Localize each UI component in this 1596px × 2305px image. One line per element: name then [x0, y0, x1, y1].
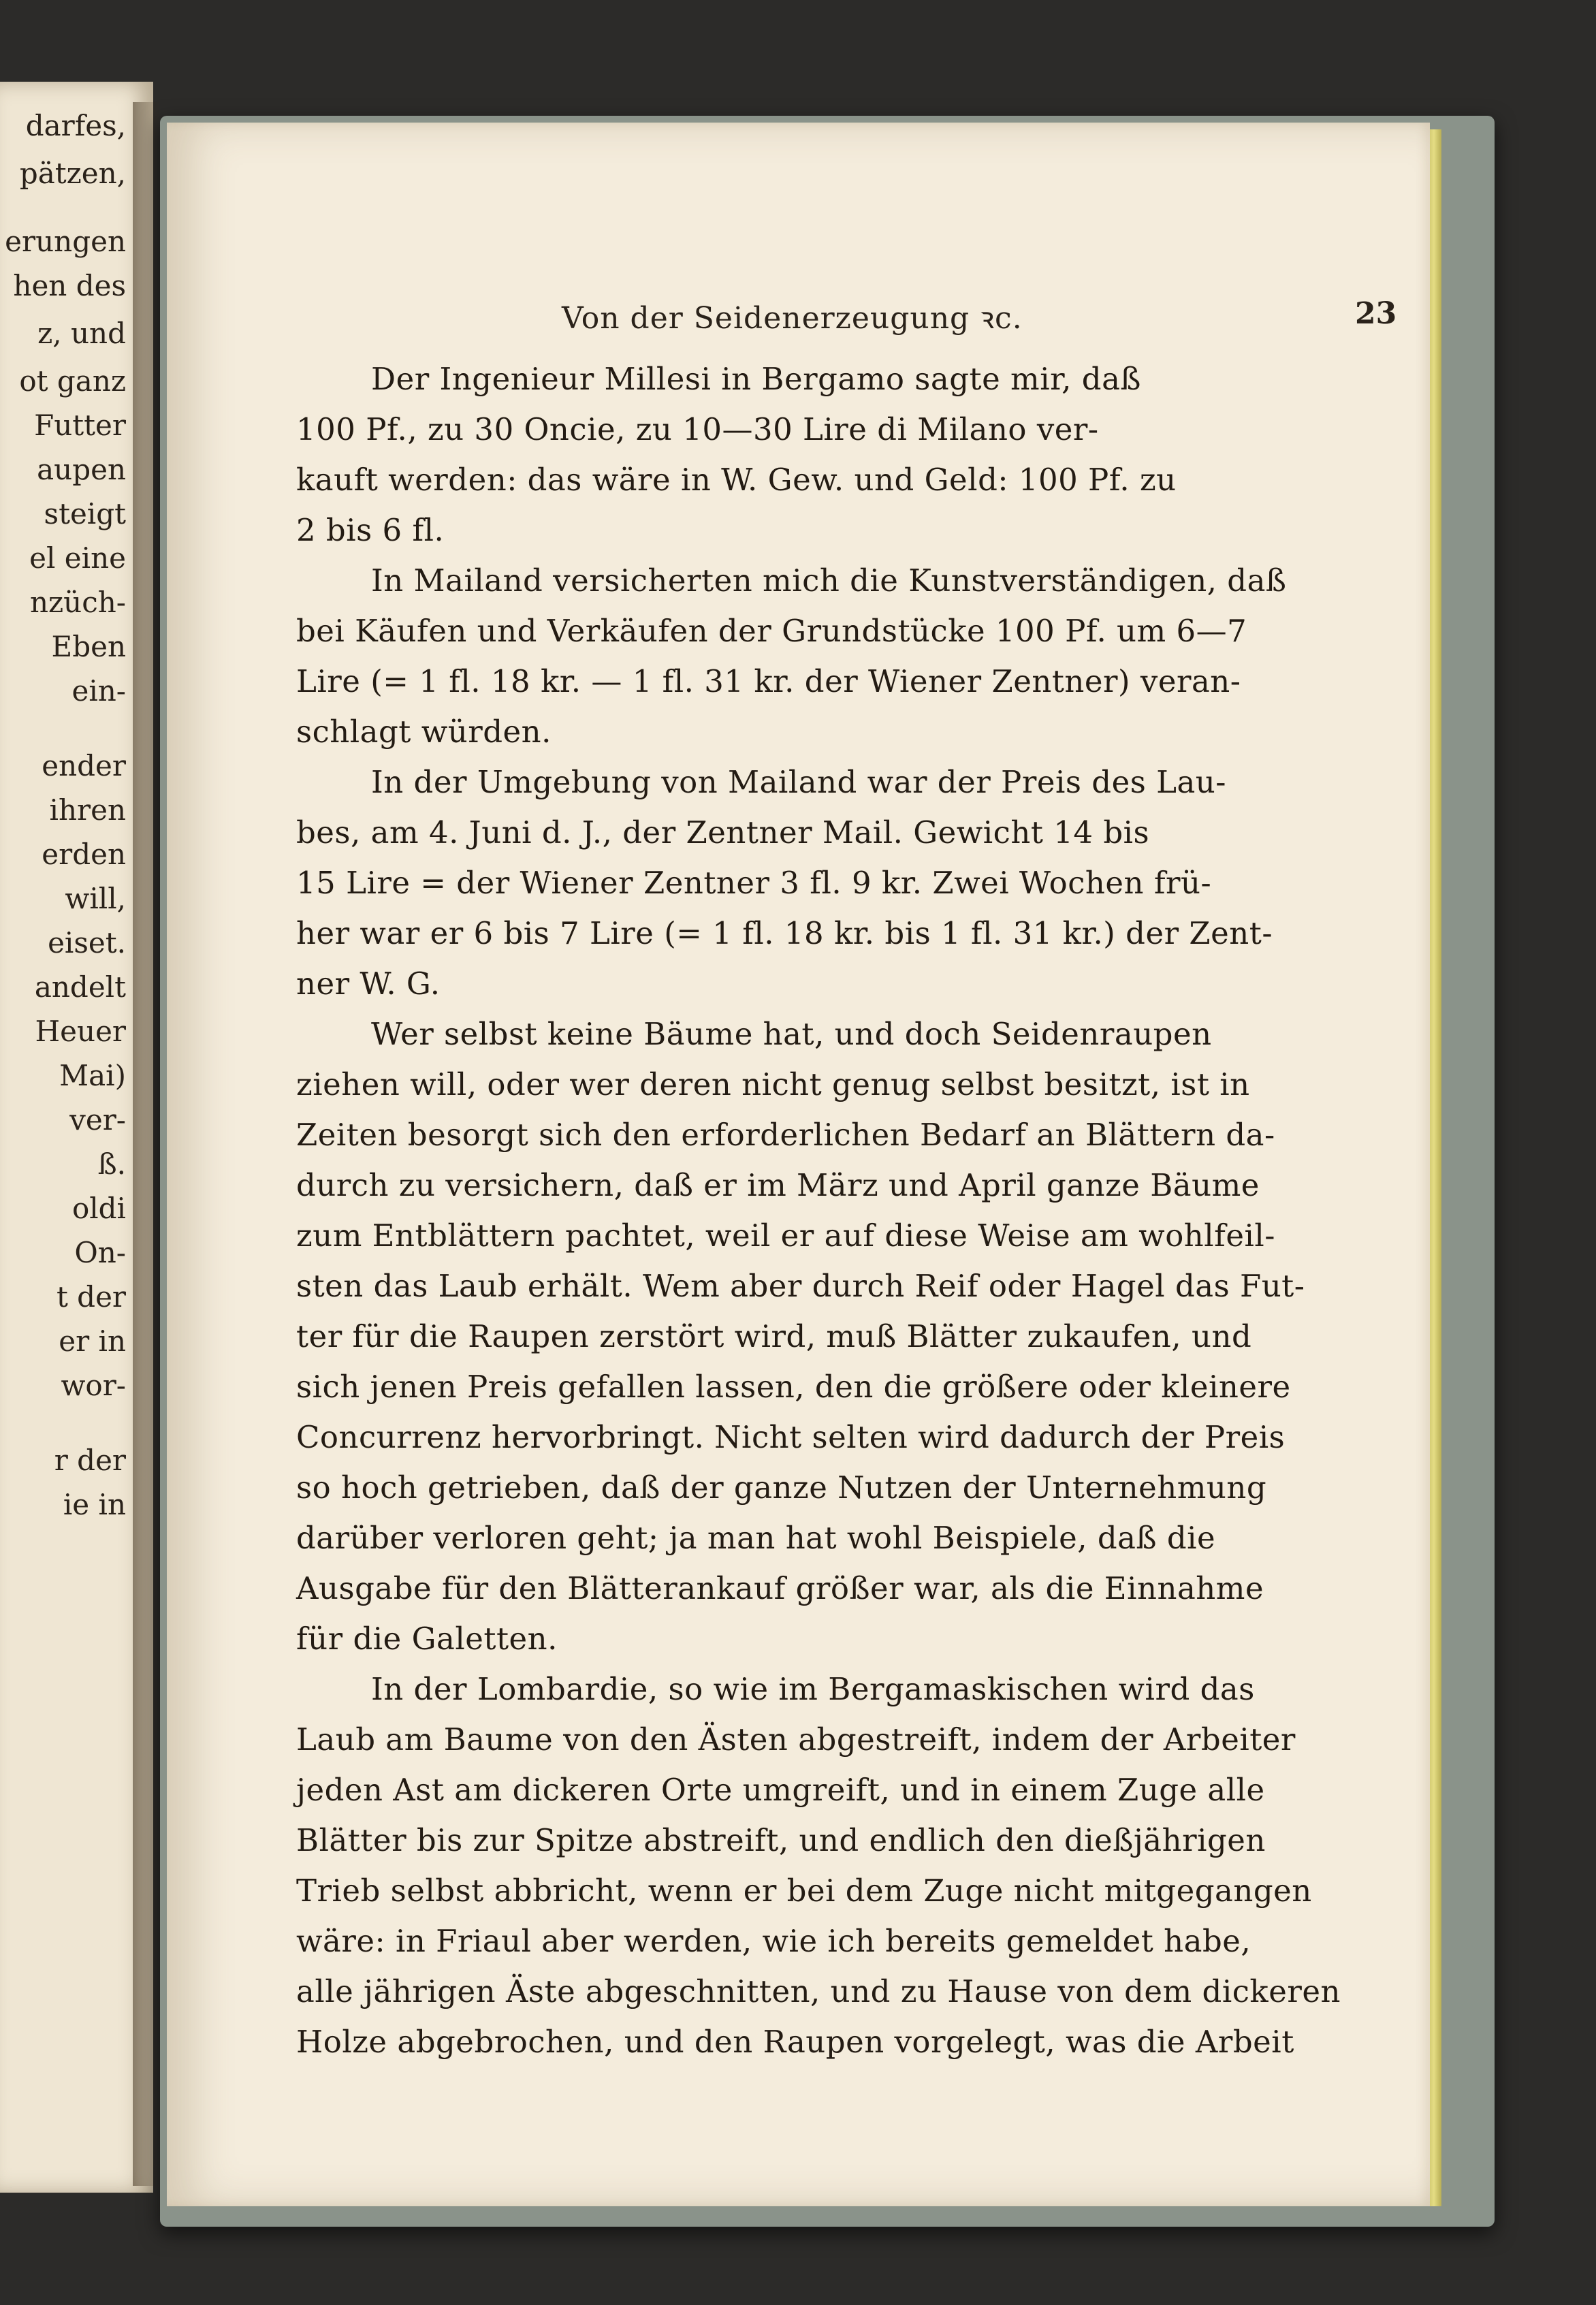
- text-line: ter für die Raupen zerstört wird, muß Blätter zukaufen, und: [296, 1318, 1252, 1354]
- running-head: Von der Seidenerzeugung ꝛc.: [562, 301, 1023, 336]
- text-line: her war er 6 bis 7 Lire (= 1 fl. 18 kr. bis 1 fl. 31 kr.) der Zent-: [296, 915, 1273, 951]
- left-page-fragment: ot ganz: [19, 364, 126, 398]
- text-line: Lire (= 1 fl. 18 kr. — 1 fl. 31 kr. der Wiener Zentner) veran-: [296, 663, 1241, 699]
- left-page-fragment: ß.: [97, 1147, 126, 1181]
- text-line: Concurrenz hervorbringt. Nicht selten wird dadurch der Preis: [296, 1419, 1286, 1455]
- body-text: [296, 354, 1420, 2067]
- text-line: ziehen will, oder wer deren nicht genug selbst besitzt, ist in: [296, 1066, 1250, 1102]
- left-page-fragment: ihren: [49, 793, 126, 827]
- text-line: ner W. G.: [296, 966, 441, 1002]
- left-page-fragment: hen des: [13, 269, 126, 302]
- left-page-fragment: ie in: [63, 1488, 126, 1521]
- left-page-fragment: oldi: [71, 1192, 126, 1225]
- text-line: jeden Ast am dickeren Orte umgreift, und in einem Zuge alle: [296, 1772, 1265, 1808]
- left-page-fragment: t der: [56, 1280, 126, 1314]
- left-page-fragment: er in: [59, 1324, 126, 1358]
- text-line: sten das Laub erhält. Wem aber durch Reif oder Hagel das Fut-: [296, 1268, 1305, 1304]
- text-line: sich jenen Preis gefallen lassen, den die größere oder kleinere: [296, 1369, 1291, 1405]
- gutter-shadow: [133, 102, 160, 2186]
- left-page-fragment: Mai): [59, 1059, 126, 1092]
- text-line: bes, am 4. Juni d. J., der Zentner Mail. Gewicht 14 bis: [296, 814, 1150, 851]
- left-page-fragment: darfes,: [25, 109, 126, 142]
- left-page-fragment: pätzen,: [19, 157, 126, 190]
- left-page-fragment: eiset.: [48, 926, 126, 959]
- text-line: 15 Lire = der Wiener Zentner 3 fl. 9 kr. Zwei Wochen frü-: [296, 865, 1212, 901]
- left-page-fragment: On-: [74, 1236, 126, 1269]
- text-line: wäre: in Friaul aber werden, wie ich bereits gemeldet habe,: [296, 1923, 1251, 1959]
- text-line: Der Ingenieur Millesi in Bergamo sagte mir, daß: [371, 361, 1141, 397]
- text-line: Wer selbst keine Bäume hat, und doch Seidenraupen: [371, 1016, 1212, 1052]
- left-page-fragment: ender: [42, 749, 126, 782]
- text-line: In der Lombardie, so wie im Bergamaskischen wird das: [371, 1671, 1255, 1707]
- right-page: [167, 123, 1430, 2206]
- text-line: 2 bis 6 fl.: [296, 512, 445, 548]
- text-line: so hoch getrieben, daß der ganze Nutzen der Unternehmung: [296, 1469, 1267, 1506]
- text-line: In Mailand versicherten mich die Kunstverständigen, daß: [371, 562, 1287, 599]
- left-page-fragment: Heuer: [35, 1015, 126, 1048]
- page-number: 23: [1355, 296, 1397, 331]
- left-page-fragment: andelt: [34, 970, 126, 1004]
- left-page-fragment: r der: [54, 1444, 126, 1477]
- left-page-fragment: ein-: [71, 674, 126, 708]
- left-page-fragment: erden: [42, 838, 126, 871]
- text-line: Blätter bis zur Spitze abstreift, und endlich den dießjährigen: [296, 1822, 1266, 1858]
- left-page: [0, 82, 153, 2193]
- left-page-fragment: aupen: [37, 453, 126, 486]
- text-line: kauft werden: das wäre in W. Gew. und Geld: 100 Pf. zu: [296, 462, 1177, 498]
- text-line: bei Käufen und Verkäufen der Grundstücke 100 Pf. um 6—7: [296, 613, 1247, 649]
- text-line: Laub am Baume von den Ästen abgestreift, indem der Arbeiter: [296, 1721, 1296, 1758]
- left-page-fragment: erungen: [5, 225, 126, 258]
- text-line: Holze abgebrochen, und den Raupen vorgelegt, was die Arbeit: [296, 2024, 1294, 2060]
- text-line: zum Entblättern pachtet, weil er auf diese Weise am wohlfeil-: [296, 1218, 1275, 1254]
- text-line: darüber verloren geht; ja man hat wohl Beispiele, daß die: [296, 1520, 1216, 1556]
- left-page-fragment: wor-: [61, 1369, 126, 1402]
- text-line: schlagt würden.: [296, 714, 552, 750]
- text-line: durch zu versichern, daß er im März und April ganze Bäume: [296, 1167, 1260, 1203]
- left-page-fragment: ver-: [69, 1103, 126, 1136]
- left-page-fragment: steigt: [44, 497, 126, 530]
- left-page-fragment: Futter: [34, 409, 126, 442]
- text-line: alle jährigen Äste abgeschnitten, und zu Hause von dem dickeren: [296, 1973, 1341, 2009]
- left-page-fragment: z, und: [37, 317, 126, 350]
- text-line: für die Galetten.: [296, 1621, 558, 1657]
- left-page-fragment: nzüch-: [30, 586, 126, 619]
- text-line: Trieb selbst abbricht, wenn er bei dem Zuge nicht mitgegangen: [296, 1873, 1312, 1909]
- text-line: Ausgabe für den Blätterankauf größer war, als die Einnahme: [296, 1570, 1264, 1606]
- left-page-fragment: will,: [65, 882, 126, 915]
- left-page-fragment: Eben: [51, 630, 126, 663]
- text-line: 100 Pf., zu 30 Oncie, zu 10—30 Lire di Milano ver-: [296, 411, 1099, 447]
- text-line: In der Umgebung von Mailand war der Preis des Lau-: [371, 764, 1226, 800]
- text-line: Zeiten besorgt sich den erforderlichen Bedarf an Blättern da-: [296, 1117, 1275, 1153]
- left-page-fragment: el eine: [29, 541, 126, 575]
